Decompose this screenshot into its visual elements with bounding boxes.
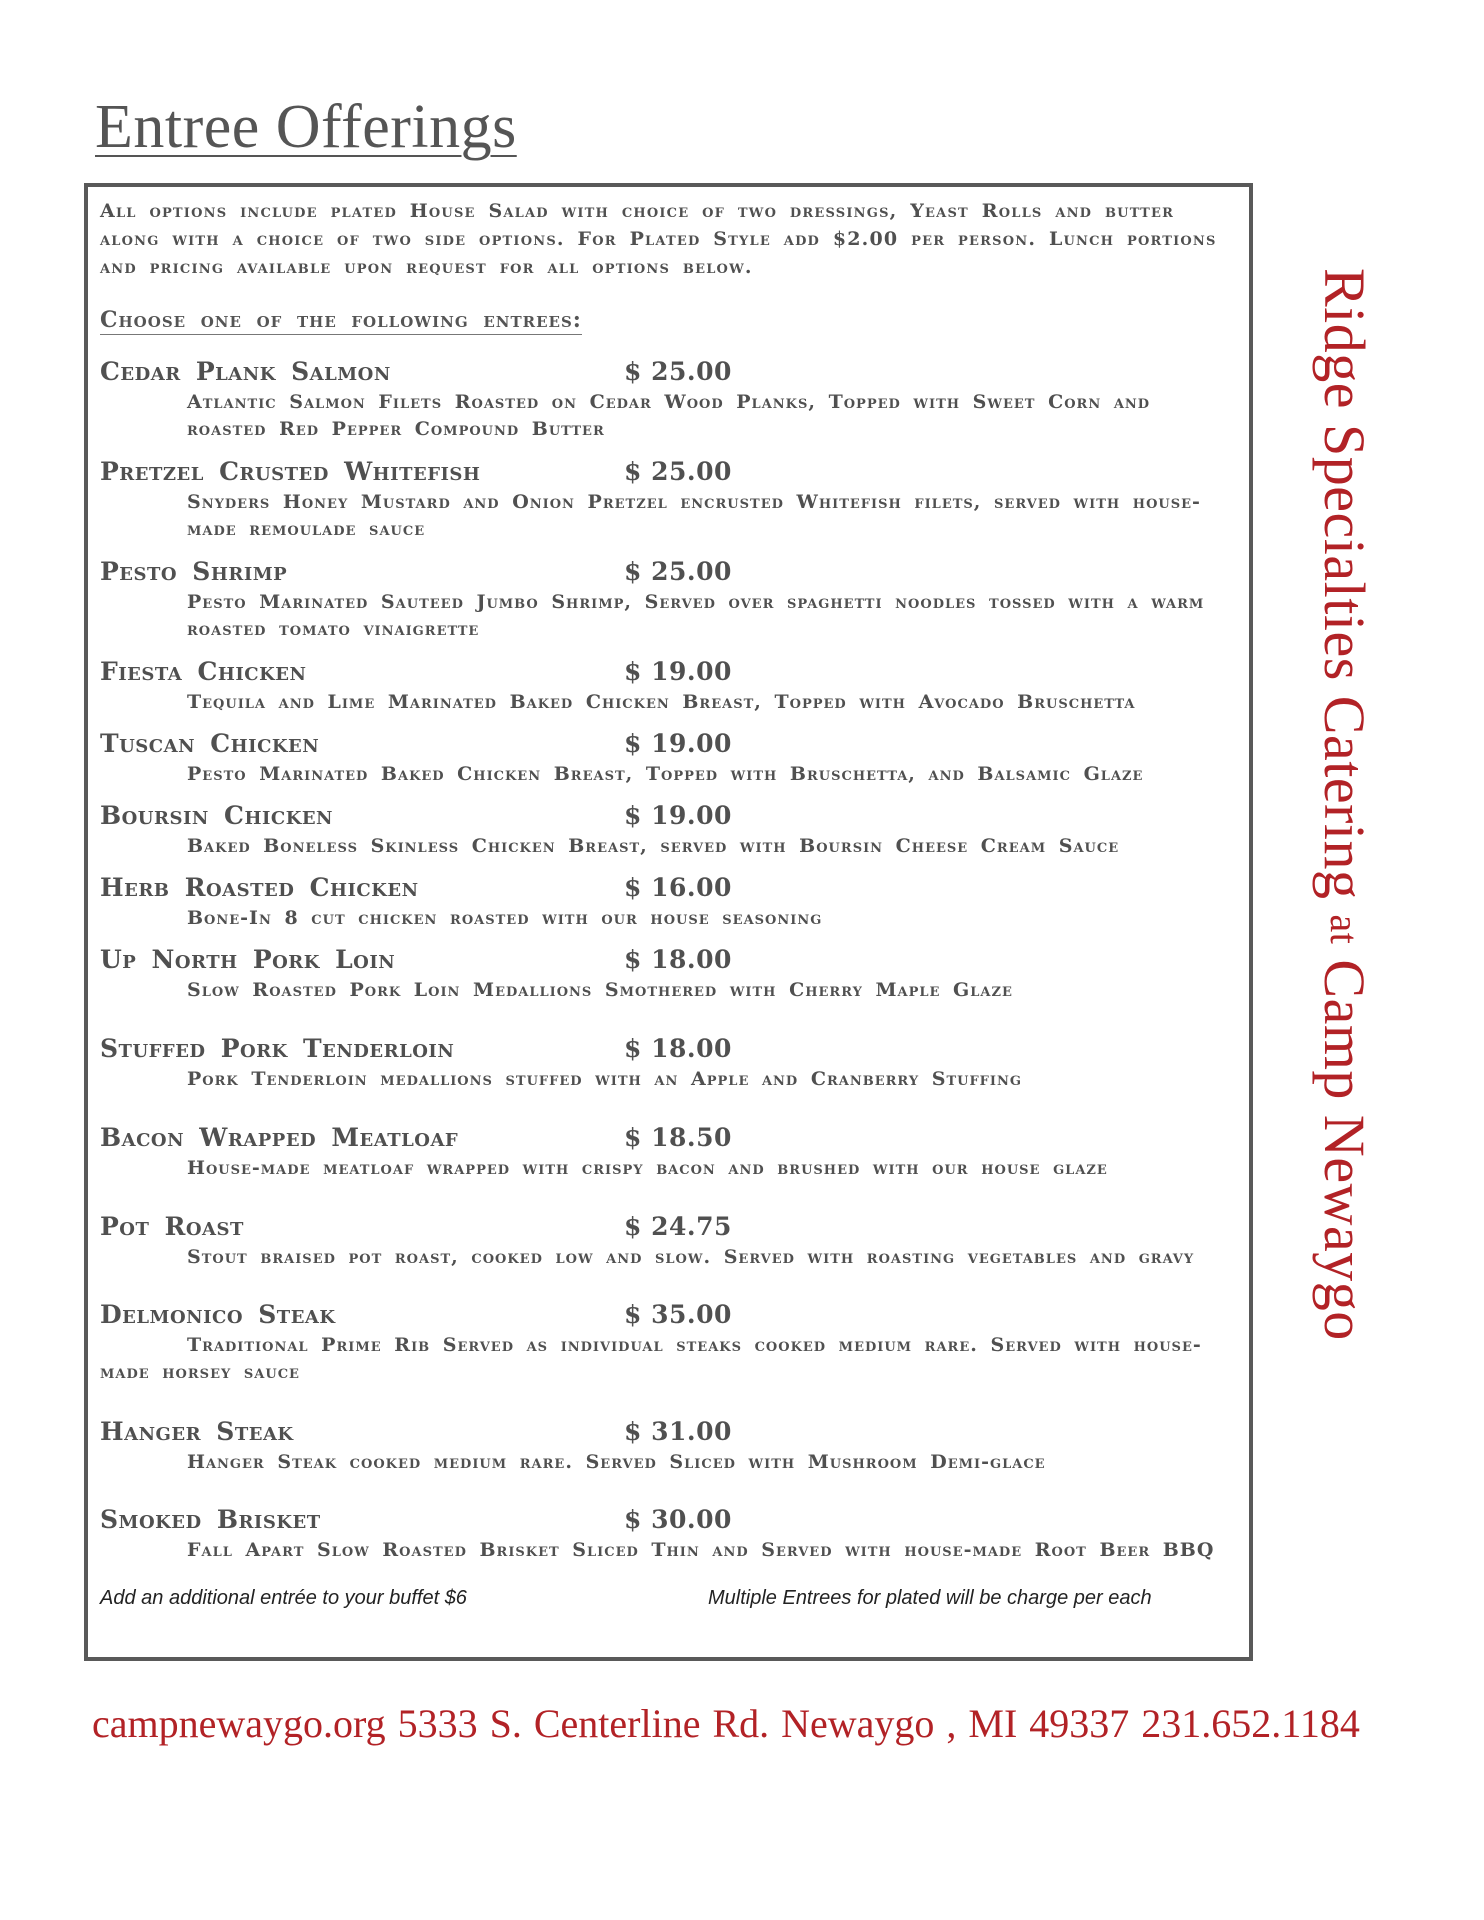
item-price: $ 31.00 [624,1417,732,1446]
item-price: $ 25.00 [624,357,732,386]
plated-entree-note: Multiple Entrees for plated will be charge per each [708,1587,1152,1609]
item-description: Pesto Marinated Baked Chicken Breast, Topped with Bruschetta, and Balsamic Glaze [187,763,1144,785]
item-description: Snyders Honey Mustard and Onion Pretzel encrusted Whitefish filets, served with house-made remoulade sauce [187,491,1201,540]
item-name: Stuffed Pork Tenderloin [100,1034,455,1063]
item-description: Fall Apart Slow Roasted Brisket Sliced Thin and Served with house-made Root Beer BBQ [187,1539,1215,1561]
item-price: $ 19.00 [624,657,732,686]
brand-connector: at [1322,914,1367,945]
item-price: $ 18.00 [624,945,732,974]
item-description: Pesto Marinated Sauteed Jumbo Shrimp, Served over spaghetti noodles tossed with a warm roasted tomato vinaigrette [187,591,1205,640]
item-price: $ 18.00 [624,1034,732,1063]
item-price: $ 19.00 [624,729,732,758]
item-name: Bacon Wrapped Meatloaf [100,1123,459,1152]
item-price: $ 25.00 [624,557,732,586]
choose-heading: Choose one of the following entrees: [100,307,582,333]
item-price: $ 35.00 [624,1300,732,1329]
item-price: $ 30.00 [624,1505,732,1534]
brand-side-text [1311,268,1378,1341]
item-name: Herb Roasted Chicken [100,873,419,902]
item-price: $ 18.50 [624,1123,732,1152]
item-price: $ 16.00 [624,873,732,902]
item-description: House-made meatloaf wrapped with crispy bacon and brushed with our house glaze [187,1157,1108,1179]
item-name: Pretzel Crusted Whitefish [100,457,481,486]
item-description: Atlantic Salmon Filets Roasted on Cedar Wood Planks, Topped with Sweet Corn and roasted Red Pepper Compound Butter [187,391,1151,440]
item-name: Tuscan Chicken [100,729,320,758]
item-price: $ 24.75 [624,1212,732,1241]
intro-text: All options include plated House Salad with choice of two dressings, Yeast Rolls and butter along with a choice of two side options. For Plated Style add $2.00 per person. Lunch portions and pricing available upon request for all options below. [100,200,1217,278]
contact-footer: campnewaygo.org 5333 S. Centerline Rd. Newaygo , MI 49337 231.652.1184 [92,1701,1360,1746]
entree-menu-box [84,183,1253,1661]
brand-location: Camp Newaygo [1312,959,1377,1341]
item-description: Slow Roasted Pork Loin Medallions Smothered with Cherry Maple Glaze [187,979,1013,1001]
item-name: Pot Roast [100,1212,244,1241]
page-title: Entree Offerings [95,93,517,161]
item-name: Pesto Shrimp [100,557,288,586]
item-price: $ 25.00 [624,457,732,486]
brand-name: Ridge Specialties Catering [1312,268,1377,900]
item-description: Baked Boneless Skinless Chicken Breast, served with Boursin Cheese Cream Sauce [187,835,1120,857]
item-description: Hanger Steak cooked medium rare. Served Sliced with Mushroom Demi-glace [187,1451,1046,1473]
item-description: Traditional Prime Rib Served as individual steaks cooked medium rare. Served with house-made horsey sauce [100,1334,1202,1383]
item-name: Delmonico Steak [100,1300,336,1329]
item-name: Hanger Steak [100,1417,294,1446]
item-description: Pork Tenderloin medallions stuffed with an Apple and Cranberry Stuffing [187,1068,1022,1090]
additional-entree-note: Add an additional entrée to your buffet $6 [100,1587,467,1609]
item-name: Boursin Chicken [100,801,334,830]
item-name: Cedar Plank Salmon [100,357,391,386]
item-price: $ 19.00 [624,801,732,830]
item-name: Fiesta Chicken [100,657,307,686]
item-description: Stout braised pot roast, cooked low and slow. Served with roasting vegetables and gravy [187,1246,1195,1268]
item-name: Up North Pork Loin [100,945,396,974]
item-description: Tequila and Lime Marinated Baked Chicken Breast, Topped with Avocado Bruschetta [187,691,1136,713]
item-description: Bone-In 8 cut chicken roasted with our house seasoning [187,907,823,929]
item-name: Smoked Brisket [100,1505,321,1534]
